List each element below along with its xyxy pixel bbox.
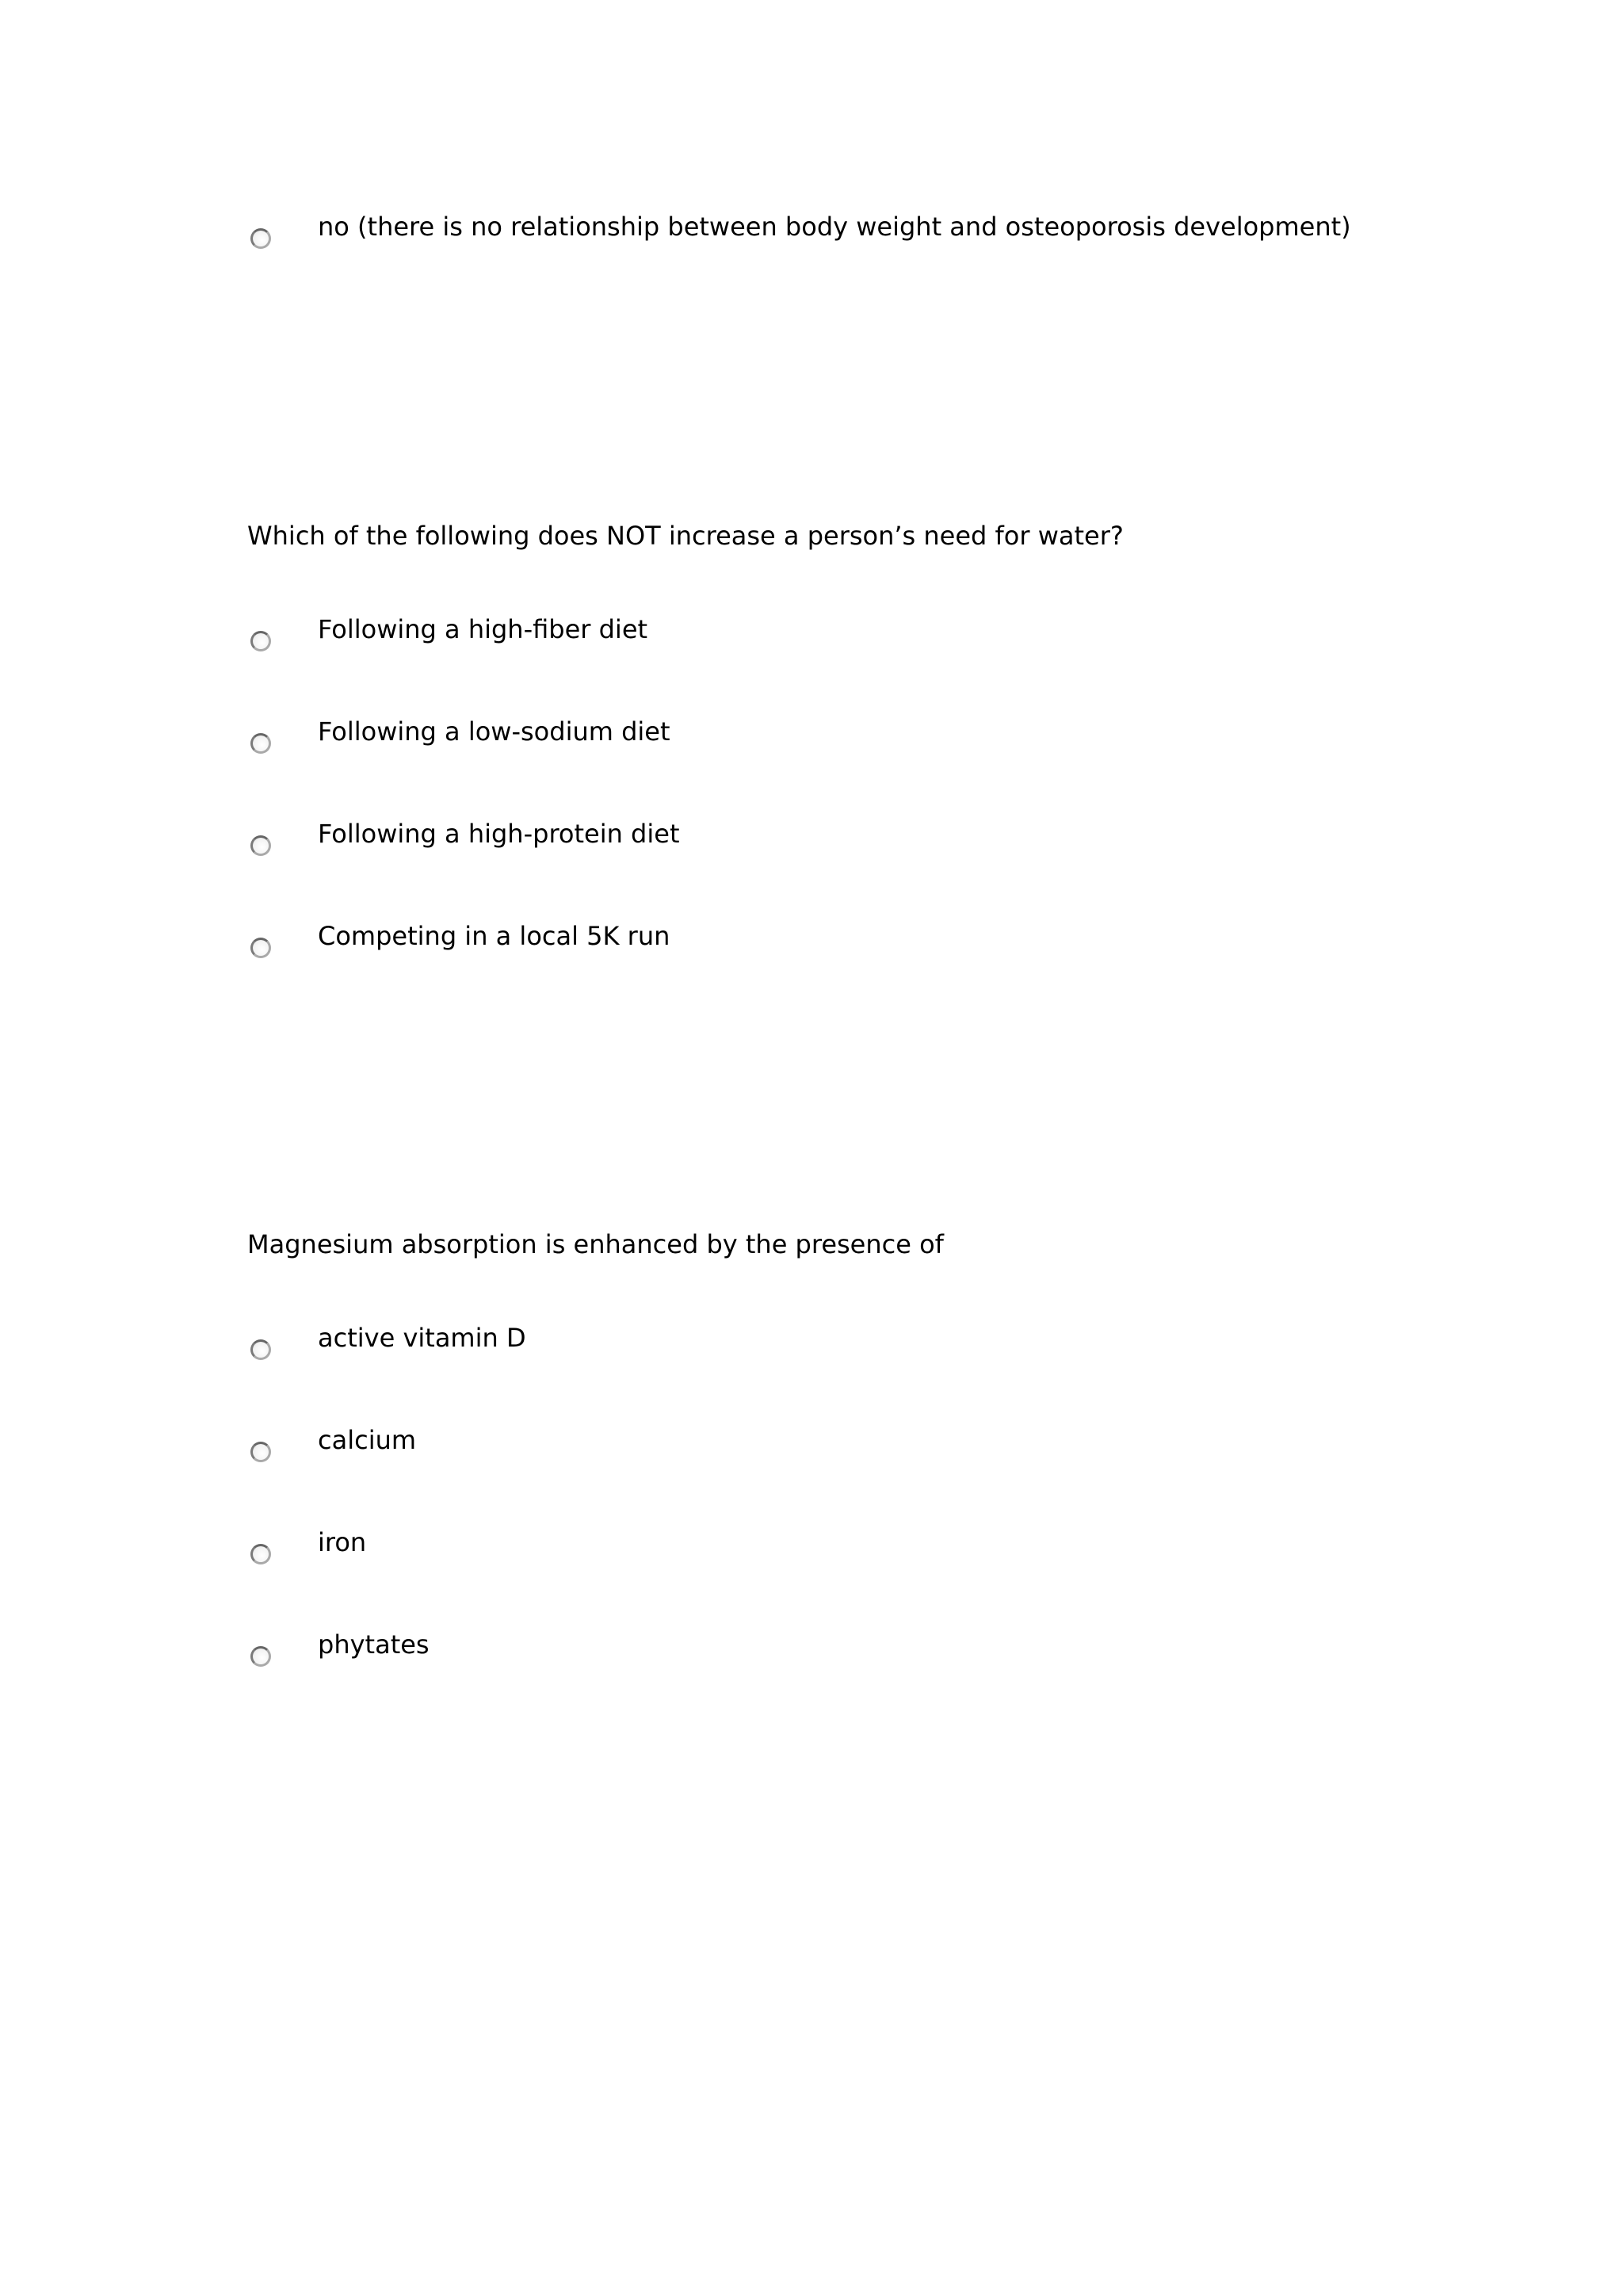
- option-label: iron: [318, 1527, 367, 1557]
- option-label: Following a low-sodium diet: [318, 716, 670, 747]
- radio-button[interactable]: [250, 938, 271, 958]
- radio-button[interactable]: [250, 835, 271, 856]
- answer-option[interactable]: [247, 1629, 1436, 1676]
- radio-button[interactable]: [250, 1339, 271, 1360]
- answer-option[interactable]: [247, 613, 1436, 661]
- radio-button[interactable]: [250, 228, 271, 249]
- radio-button[interactable]: [250, 1646, 271, 1667]
- radio-button[interactable]: [250, 733, 271, 754]
- radio-button[interactable]: [250, 1544, 271, 1564]
- option-label: calcium: [318, 1425, 417, 1455]
- radio-button[interactable]: [250, 631, 271, 651]
- answer-option[interactable]: [247, 818, 1436, 865]
- option-label: Competing in a local 5K run: [318, 921, 670, 951]
- option-label: no (there is no relationship between body weight and osteoporosis development): [318, 212, 1351, 242]
- answer-option[interactable]: [247, 1322, 1436, 1370]
- answer-option[interactable]: [247, 211, 1436, 258]
- radio-button[interactable]: [250, 1442, 271, 1462]
- option-label: active vitamin D: [318, 1323, 526, 1353]
- option-label: phytates: [318, 1629, 430, 1660]
- answer-option[interactable]: [247, 1424, 1436, 1472]
- option-label: Following a high-fiber diet: [318, 614, 648, 644]
- question-text: Which of the following does NOT increase a person’s need for water?: [247, 521, 1124, 551]
- answer-option[interactable]: [247, 920, 1436, 968]
- answer-option[interactable]: [247, 1526, 1436, 1574]
- option-label: Following a high-protein diet: [318, 819, 680, 849]
- question-text: Magnesium absorption is enhanced by the presence of: [247, 1229, 944, 1259]
- answer-option[interactable]: [247, 716, 1436, 763]
